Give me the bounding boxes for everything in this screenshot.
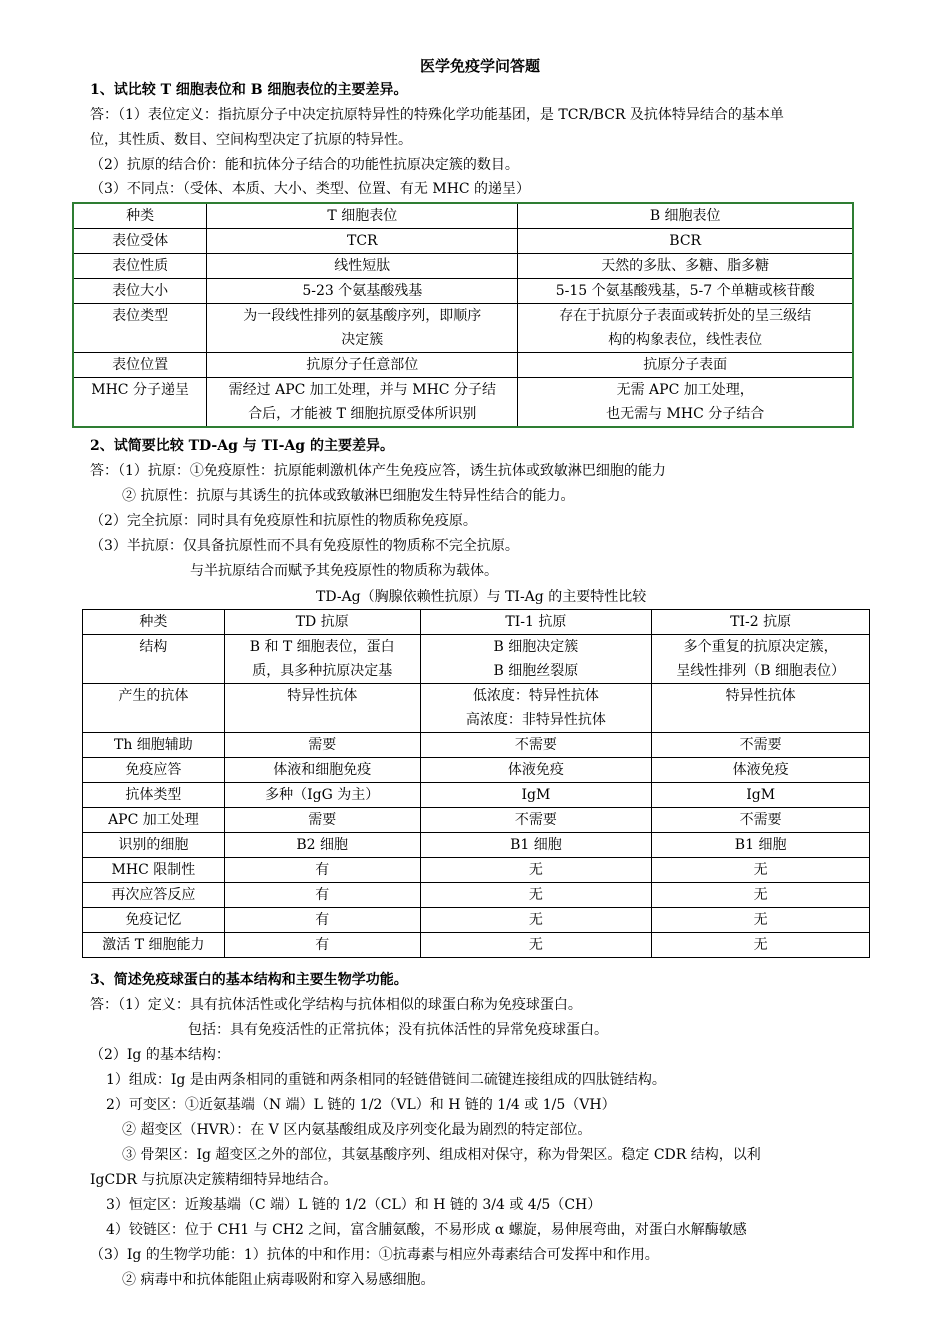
- table-cell: 天然的多肽、多糖、脂多糖: [518, 254, 853, 279]
- table-cell: [224, 635, 420, 684]
- table-cell: 抗原分子表面: [518, 353, 853, 378]
- cell-line: 无需 APC 加工处理，: [616, 382, 754, 398]
- q3-answer-line: （3）Ig 的生物学功能：1）抗体的中和作用：①抗毒素与相应外毒素结合可发挥中和作用。: [90, 1247, 659, 1263]
- q3-answer-line: IgCDR 与抗原决定簇精细特异地结合。: [90, 1172, 338, 1188]
- table-row: [83, 758, 870, 783]
- table-header: TD 抗原: [224, 610, 420, 635]
- table-cell: [518, 378, 853, 428]
- table-caption: TD-Ag（胸腺依赖性抗原）与 TI-Ag 的主要特性比较: [316, 589, 647, 605]
- cell-line: 存在于抗原分子表面或转折处的呈三级结: [559, 308, 812, 324]
- table-cell: 激活 T 细胞能力: [83, 933, 225, 958]
- table-cell: MHC 限制性: [83, 858, 225, 883]
- q2-answer-line: 答：（1）抗原：①免疫原性：抗原能刺激机体产生免疫应答，诱生抗体或致敏淋巴细胞的能力: [90, 463, 666, 479]
- q1-heading: 1、试比较 T 细胞表位和 B 细胞表位的主要差异。: [90, 82, 408, 98]
- q1-answer-line: （3）不同点：（受体、本质、大小、类型、位置、有无 MHC 的递呈）: [90, 181, 531, 197]
- table-row: [83, 733, 870, 758]
- table-cell: MHC 分子递呈: [73, 378, 207, 428]
- table-row: [73, 304, 853, 353]
- table-header: 种类: [73, 203, 207, 229]
- cell-line: 多个重复的抗原决定簇，: [683, 639, 838, 655]
- table-row: [83, 908, 870, 933]
- table-cell: 识别的细胞: [83, 833, 225, 858]
- table-cell: 需要: [224, 733, 420, 758]
- table-cell: 表位性质: [73, 254, 207, 279]
- table-cell: 体液免疫: [420, 758, 652, 783]
- cell-line: 构的构象表位，线性表位: [608, 332, 763, 348]
- q2-heading: 2、试简要比较 TD-Ag 与 TI-Ag 的主要差异。: [90, 438, 394, 454]
- q3-heading: 3、简述免疫球蛋白的基本结构和主要生物学功能。: [90, 972, 408, 988]
- cell-line: 合后，才能被 T 细胞抗原受体所识别: [248, 406, 477, 422]
- table-cell: 无: [420, 883, 652, 908]
- table-cell: 特异性抗体: [224, 684, 420, 733]
- table-row: [83, 858, 870, 883]
- cell-line: 低浓度：特异性抗体: [472, 688, 599, 704]
- cell-line: B 和 T 细胞表位，蛋白: [249, 639, 395, 655]
- q1-answer-line: 答：（1）表位定义：指抗原分子中决定抗原特异性的特殊化学功能基团，是 TCR/BCR 及抗体特异结合的基本单: [90, 107, 784, 123]
- table-row: [73, 229, 853, 254]
- table-header: TI-2 抗原: [652, 610, 870, 635]
- table-cell: 不需要: [420, 808, 652, 833]
- antigen-comparison-table: [82, 609, 870, 958]
- table-cell: 无: [420, 858, 652, 883]
- q3-answer-line: ③ 骨架区：Ig 超变区之外的部位，其氨基酸序列、组成相对保守，称为骨架区。稳定 CDR 结构，以利: [122, 1147, 761, 1163]
- table-row: [83, 635, 870, 684]
- table-cell: 体液免疫: [652, 758, 870, 783]
- table-cell: 无: [652, 933, 870, 958]
- table-header-row: [73, 203, 853, 229]
- table-cell: 免疫应答: [83, 758, 225, 783]
- table-cell: 需要: [224, 808, 420, 833]
- table-cell: 无: [420, 908, 652, 933]
- table-cell: 再次应答反应: [83, 883, 225, 908]
- table-cell: 多种（IgG 为主）: [224, 783, 420, 808]
- table-row: [83, 833, 870, 858]
- q1-answer-line: （2）抗原的结合价：能和抗体分子结合的功能性抗原决定簇的数目。: [90, 157, 519, 173]
- q2-answer-line: （3）半抗原：仅具备抗原性而不具有免疫原性的物质称不完全抗原。: [90, 538, 519, 554]
- q1-answer-line: 位，其性质、数目、空间构型决定了抗原的特异性。: [90, 132, 412, 148]
- table-header: B 细胞表位: [518, 203, 853, 229]
- table-row: [73, 254, 853, 279]
- q3-answer-line: 3）恒定区：近羧基端（C 端）L 链的 1/2（CL）和 H 链的 3/4 或 4/5（CH）: [106, 1197, 602, 1213]
- table-header: T 细胞表位: [207, 203, 518, 229]
- table-cell: [518, 304, 853, 353]
- page-title: 医学免疫学问答题: [420, 57, 541, 75]
- table-cell: 无: [652, 858, 870, 883]
- table-cell: 有: [224, 858, 420, 883]
- cell-line: 决定簇: [341, 332, 384, 348]
- table-header: TI-1 抗原: [420, 610, 652, 635]
- cell-line: 呈线性排列（B 细胞表位）: [676, 663, 845, 679]
- cell-line: 质，具多种抗原决定基: [252, 663, 393, 679]
- table-cell: 表位大小: [73, 279, 207, 304]
- table-cell: 有: [224, 933, 420, 958]
- table-cell: TCR: [207, 229, 518, 254]
- epitope-comparison-table: [72, 202, 854, 428]
- table-cell: 不需要: [652, 733, 870, 758]
- table-cell: 体液和细胞免疫: [224, 758, 420, 783]
- table-row: [83, 808, 870, 833]
- table-cell: Th 细胞辅助: [83, 733, 225, 758]
- table-cell: 表位类型: [73, 304, 207, 353]
- table-cell: IgM: [652, 783, 870, 808]
- table-cell: B2 细胞: [224, 833, 420, 858]
- q3-answer-line: 包括：具有免疫活性的正常抗体；没有抗体活性的异常免疫球蛋白。: [188, 1022, 608, 1038]
- cell-line: 需经过 APC 加工处理，并与 MHC 分子结: [228, 382, 496, 398]
- table-cell: 产生的抗体: [83, 684, 225, 733]
- q2-answer-line: 与半抗原结合而赋予其免疫原性的物质称为载体。: [190, 563, 498, 579]
- table-cell: 结构: [83, 635, 225, 684]
- cell-line: B 细胞丝裂原: [493, 663, 579, 679]
- q3-answer-line: （2）Ig 的基本结构：: [90, 1047, 230, 1063]
- table-row: [83, 933, 870, 958]
- table-cell: 无: [652, 908, 870, 933]
- table-cell: 无: [652, 883, 870, 908]
- table-cell: 免疫记忆: [83, 908, 225, 933]
- table-row: [73, 353, 853, 378]
- table-cell: [652, 635, 870, 684]
- table-cell: 抗体类型: [83, 783, 225, 808]
- table-row: [83, 684, 870, 733]
- table-cell: 线性短肽: [207, 254, 518, 279]
- table-row: [73, 378, 853, 428]
- q3-answer-line: 答：（1）定义：具有抗体活性或化学结构与抗体相似的球蛋白称为免疫球蛋白。: [90, 997, 582, 1013]
- cell-line: 为一段线性排列的氨基酸序列，即顺序: [243, 308, 482, 324]
- table-cell: IgM: [420, 783, 652, 808]
- table-cell: 5-23 个氨基酸残基: [207, 279, 518, 304]
- q2-answer-line: ② 抗原性：抗原与其诱生的抗体或致敏淋巴细胞发生特异性结合的能力。: [122, 488, 575, 504]
- q3-answer-line: 2）可变区：①近氨基端（N 端）L 链的 1/2（VL）和 H 链的 1/4 或 1/5（VH）: [106, 1097, 616, 1113]
- table-cell: [207, 304, 518, 353]
- table-cell: 表位受体: [73, 229, 207, 254]
- table-cell: BCR: [518, 229, 853, 254]
- table-cell: 表位位置: [73, 353, 207, 378]
- q3-answer-line: ② 超变区（HVR）：在 V 区内氨基酸组成及序列变化最为剧烈的特定部位。: [122, 1122, 592, 1138]
- table-cell: 不需要: [652, 808, 870, 833]
- table-cell: [420, 635, 652, 684]
- table-row: [83, 883, 870, 908]
- table-header: 种类: [83, 610, 225, 635]
- table-cell: B1 细胞: [420, 833, 652, 858]
- table-cell: APC 加工处理: [83, 808, 225, 833]
- table-cell: [207, 378, 518, 428]
- table-cell: 特异性抗体: [652, 684, 870, 733]
- table-cell: 有: [224, 908, 420, 933]
- cell-line: B 细胞决定簇: [493, 639, 579, 655]
- table-cell: [420, 684, 652, 733]
- table-row: [83, 783, 870, 808]
- table-header-row: [83, 610, 870, 635]
- table-cell: 抗原分子任意部位: [207, 353, 518, 378]
- table-cell: B1 细胞: [652, 833, 870, 858]
- table-cell: 有: [224, 883, 420, 908]
- q3-answer-line: 1）组成：Ig 是由两条相同的重链和两条相同的轻链借链间二硫键连接组成的四肽链结构。: [106, 1072, 666, 1088]
- cell-line: 也无需与 MHC 分子结合: [606, 406, 765, 422]
- table-cell: 无: [420, 933, 652, 958]
- table-row: [73, 279, 853, 304]
- q3-answer-line: ② 病毒中和抗体能阻止病毒吸附和穿入易感细胞。: [122, 1272, 435, 1288]
- table-cell: 5-15 个氨基酸残基，5-7 个单糖或核苷酸: [518, 279, 853, 304]
- cell-line: 高浓度：非特异性抗体: [465, 712, 606, 728]
- q3-answer-line: 4）铰链区：位于 CH1 与 CH2 之间，富含脯氨酸，不易形成 α 螺旋，易伸展弯曲，对蛋白水解酶敏感: [106, 1222, 747, 1238]
- q2-answer-line: （2）完全抗原：同时具有免疫原性和抗原性的物质称免疫原。: [90, 513, 477, 529]
- table-cell: 不需要: [420, 733, 652, 758]
